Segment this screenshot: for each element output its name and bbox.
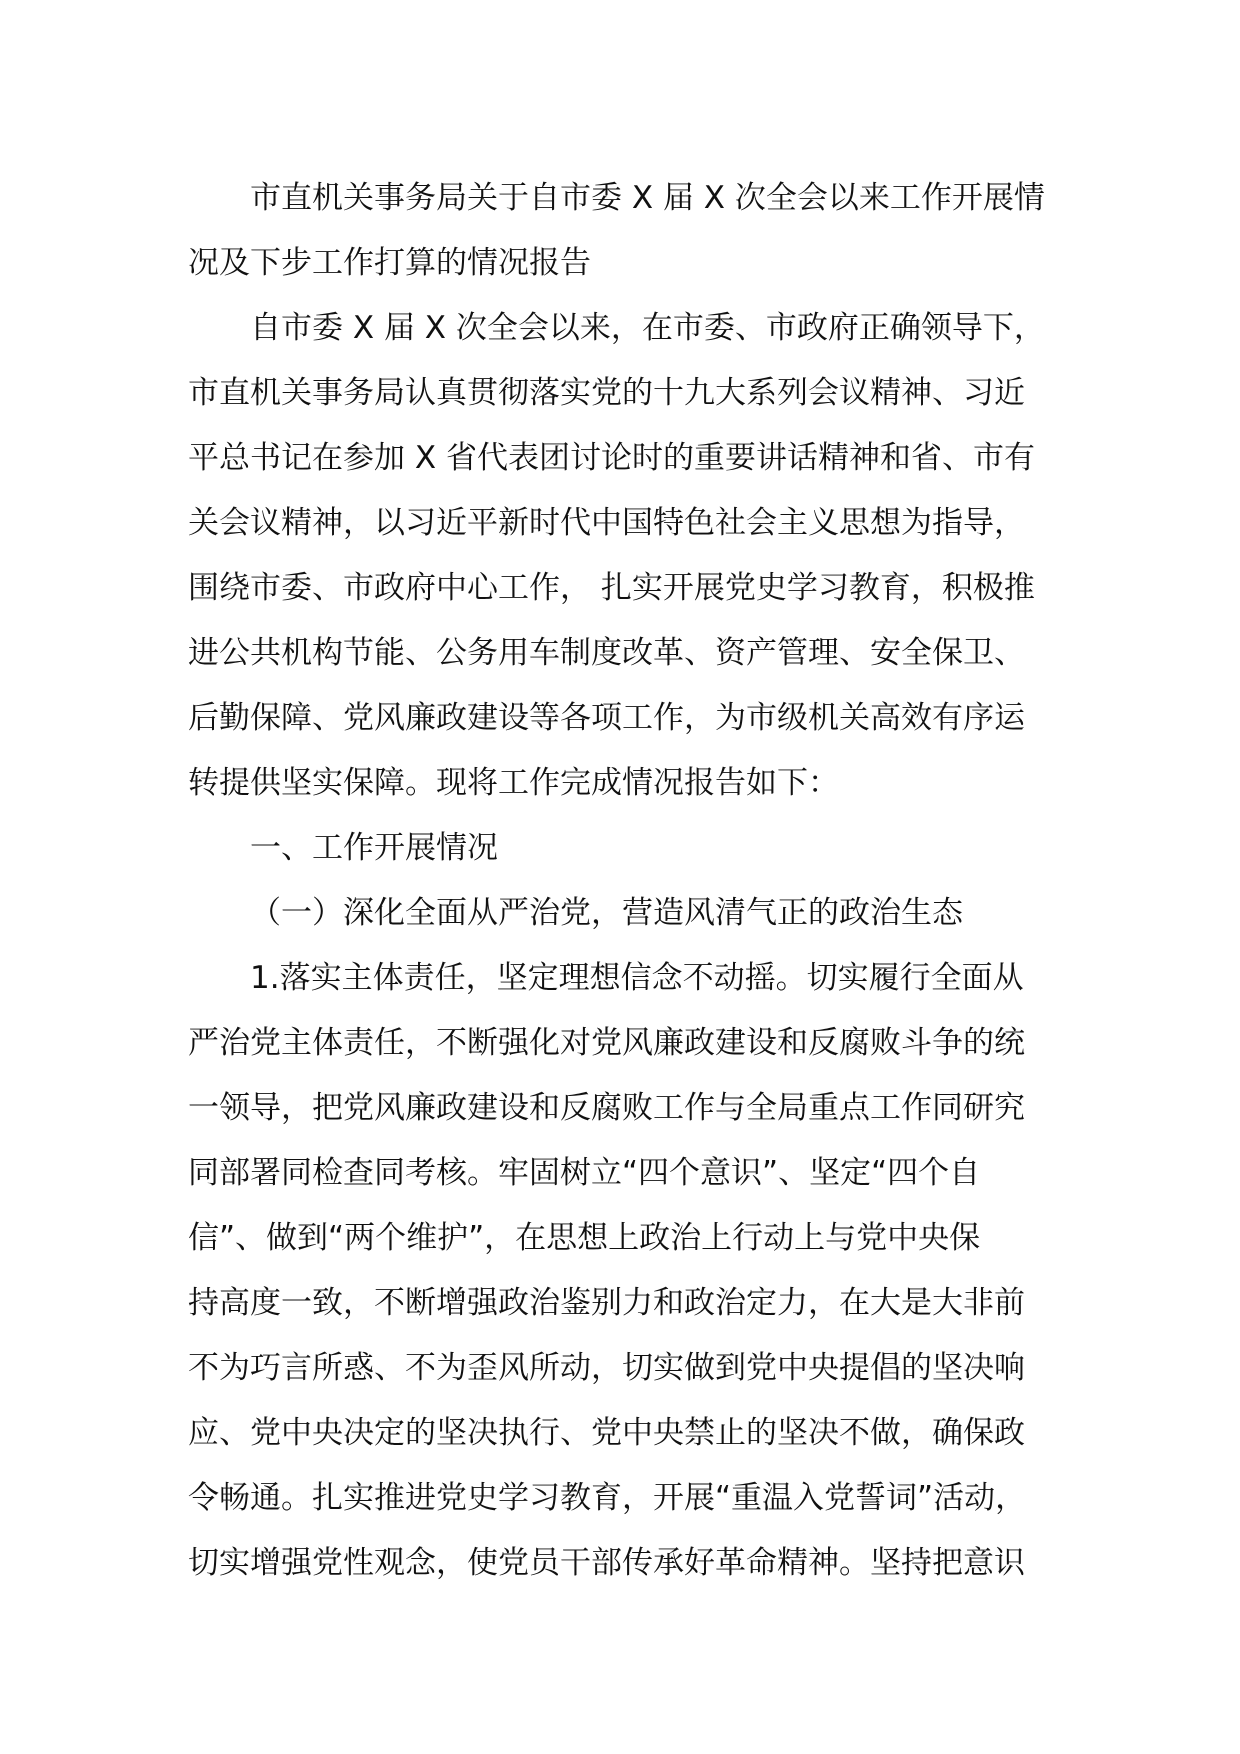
- body-line-5: 信”、做到“两个维护”，在思想上政治上行动上与党中央保: [188, 1220, 981, 1256]
- intro-line-5: 围绕市委、市政府中心工作， 扎实开展党史学习教育，积极推: [188, 570, 1035, 606]
- intro-line-4: 关会议精神，以习近平新时代中国特色社会主义思想为指导，: [188, 505, 1025, 541]
- body-line-9: 令畅通。扎实推进党史学习教育，开展“重温入党誓词”活动，: [188, 1480, 1027, 1516]
- body-line-6: 持高度一致，不断增强政治鉴别力和政治定力，在大是大非前: [188, 1285, 1025, 1321]
- document-content: [188, 166, 1060, 1596]
- intro-line-3: 平总书记在参加 X 省代表团讨论时的重要讲话精神和省、市有: [188, 440, 1035, 476]
- body-line-8: 应、党中央决定的坚决执行、党中央禁止的坚决不做，确保政: [188, 1415, 1025, 1451]
- body-line-10: 切实增强党性观念，使党员干部传承好革命精神。坚持把意识: [188, 1545, 1025, 1581]
- intro-line-1: 自市委 X 届 X 次全会以来，在市委、市政府正确领导下，: [250, 310, 1045, 346]
- subsection-heading: （一）深化全面从严治党，营造风清气正的政治生态: [250, 895, 963, 931]
- intro-line-6: 进公共机构节能、公务用车制度改革、资产管理、安全保卫、: [188, 635, 1025, 671]
- body-line-2: 严治党主体责任，不断强化对党风廉政建设和反腐败斗争的统: [188, 1025, 1025, 1061]
- intro-line-7: 后勤保障、党风廉政建设等各项工作，为市级机关高效有序运: [188, 700, 1025, 736]
- body-line-3: 一领导，把党风廉政建设和反腐败工作与全局重点工作同研究: [188, 1090, 1025, 1126]
- body-line-7: 不为巧言所惑、不为歪风所动，切实做到党中央提倡的坚决响: [188, 1350, 1025, 1386]
- body-line-1: 1.落实主体责任，坚定理想信念不动摇。切实履行全面从: [250, 960, 1024, 996]
- body-line-4: 同部署同检查同考核。牢固树立“四个意识”、坚定“四个自: [188, 1155, 981, 1191]
- intro-line-2: 市直机关事务局认真贯彻落实党的十九大系列会议精神、习近: [188, 375, 1025, 411]
- title-line-2: 况及下步工作打算的情况报告: [188, 245, 591, 281]
- section-heading: 一、工作开展情况: [250, 830, 498, 866]
- title-line-1: 市直机关事务局关于自市委 X 届 X 次全会以来工作开展情: [250, 180, 1045, 216]
- intro-line-8: 转提供坚实保障。现将工作完成情况报告如下：: [188, 765, 839, 801]
